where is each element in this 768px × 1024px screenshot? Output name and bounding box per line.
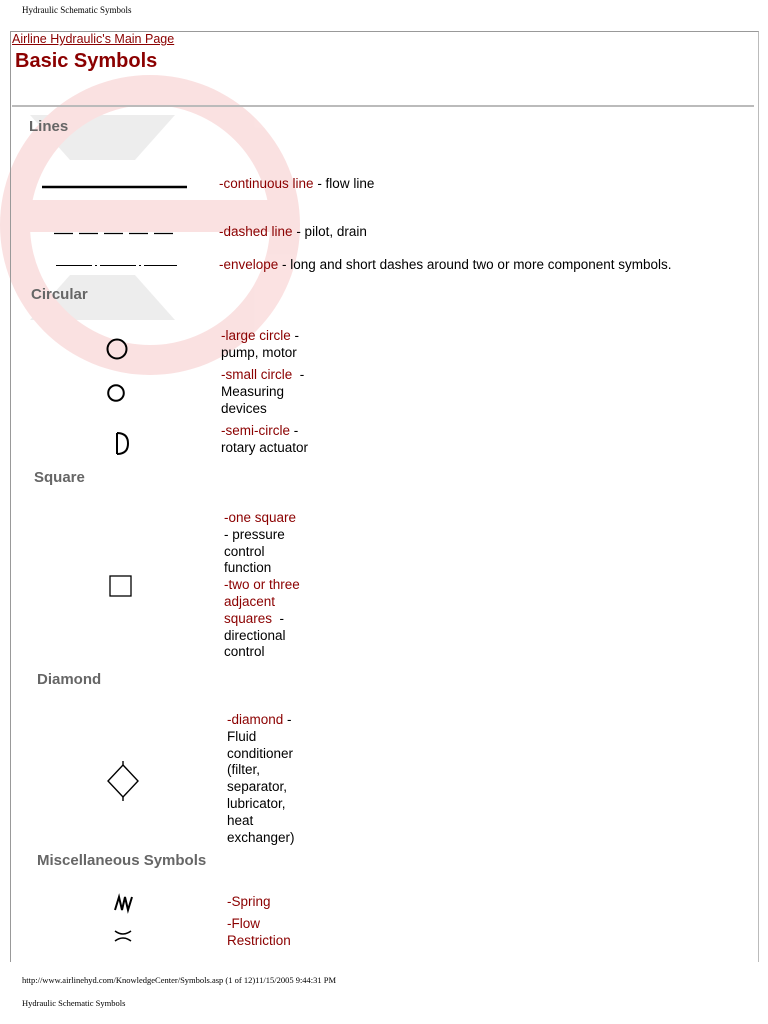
- semi-circle-term: -semi-circle: [221, 423, 290, 438]
- flow-restriction-term-1: -Flow: [227, 916, 260, 931]
- continuous-line-symbol: [42, 184, 188, 190]
- diamond-term: -diamond: [227, 712, 284, 727]
- spring-term: -Spring: [227, 894, 271, 909]
- large-circle-symbol: [106, 338, 128, 360]
- diamond-entry: [227, 712, 295, 846]
- diamond-desc-5: lubricator,: [227, 795, 286, 811]
- small-circle-term: -small circle: [221, 367, 293, 382]
- small-circle-entry: [221, 367, 304, 417]
- envelope-desc: - long and short dashes around two or more component symbols.: [278, 257, 672, 272]
- flow-restriction-term-2: Restriction: [227, 932, 291, 948]
- page-title: Basic Symbols: [15, 50, 158, 72]
- diamond-desc-7: exchanger): [227, 829, 295, 845]
- diamond-desc-3: (filter,: [227, 762, 261, 778]
- one-square-term: -one square: [224, 510, 297, 525]
- continuous-line-term: -continuous line: [219, 176, 314, 191]
- dashed-line-desc: - pilot, drain: [292, 224, 367, 239]
- spring-symbol: [114, 896, 134, 912]
- adjacent-squares-term-2: adjacent: [224, 593, 276, 609]
- envelope-line-symbol: [56, 263, 178, 268]
- adjacent-squares-dash: -: [272, 610, 285, 626]
- diamond-desc-6: heat: [227, 812, 254, 828]
- envelope-line-entry: [219, 257, 672, 274]
- continuous-line-desc: - flow line: [313, 176, 375, 191]
- one-square-desc-2: control: [224, 543, 265, 559]
- one-square-desc-3: function: [224, 560, 272, 576]
- diamond-desc-4: separator,: [227, 779, 288, 795]
- adjacent-squares-desc-2: control: [224, 644, 265, 660]
- page-header-title: Hydraulic Schematic Symbols: [22, 5, 132, 15]
- semi-circle-dash: -: [290, 423, 299, 438]
- title-divider: [12, 105, 754, 107]
- flow-restriction-symbol: [113, 929, 133, 943]
- adjacent-squares-term-1: -two or three: [224, 577, 300, 593]
- diamond-dash: -: [283, 712, 292, 727]
- square-entry: [224, 510, 300, 661]
- adjacent-squares-term-3: squares: [224, 610, 273, 626]
- large-circle-entry: [221, 328, 299, 362]
- large-circle-dash: -: [290, 328, 300, 343]
- large-circle-desc: pump, motor: [221, 344, 297, 360]
- semi-circle-desc: rotary actuator: [221, 439, 309, 455]
- section-misc: Miscellaneous Symbols: [37, 852, 207, 869]
- small-circle-desc-2: devices: [221, 400, 267, 416]
- next-page-header-title: Hydraulic Schematic Symbols: [22, 998, 126, 1008]
- small-circle-dash: -: [292, 367, 305, 382]
- section-circular: Circular: [31, 286, 88, 303]
- one-square-desc-1: - pressure: [224, 526, 285, 542]
- adjacent-squares-desc-1: directional: [224, 627, 286, 643]
- flow-restriction-entry: [227, 916, 291, 950]
- section-diamond: Diamond: [37, 671, 102, 688]
- diamond-desc-1: Fluid: [227, 728, 257, 744]
- footer-url-line: http://www.airlinehyd.com/KnowledgeCenter/Symbols.asp (1 of 12)11/15/2005 9:44:31 PM: [22, 975, 337, 985]
- small-circle-desc-1: Measuring: [221, 383, 285, 399]
- section-square: Square: [34, 469, 85, 486]
- envelope-term: -envelope: [219, 257, 279, 272]
- dashed-line-entry: [219, 224, 367, 241]
- square-symbol: [109, 575, 133, 598]
- diamond-symbol: [106, 761, 140, 801]
- content-frame: [10, 31, 759, 962]
- semi-circle-symbol: [115, 432, 131, 456]
- continuous-line-entry: [219, 176, 374, 193]
- main-page-link[interactable]: Airline Hydraulic's Main Page: [12, 32, 175, 46]
- diamond-desc-2: conditioner: [227, 745, 294, 761]
- dashed-line-symbol: [54, 231, 176, 236]
- small-circle-symbol: [107, 384, 125, 402]
- semi-circle-entry: [221, 423, 308, 457]
- dashed-line-term: -dashed line: [219, 224, 293, 239]
- large-circle-term: -large circle: [221, 328, 291, 343]
- section-lines: Lines: [29, 118, 69, 135]
